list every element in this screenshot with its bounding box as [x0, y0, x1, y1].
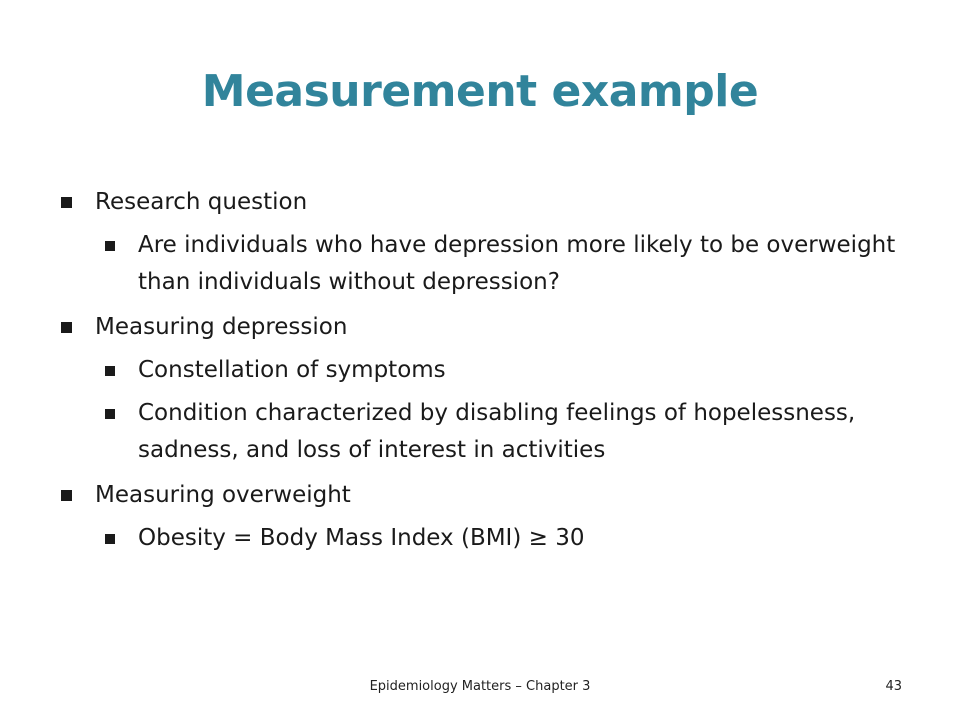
square-bullet-icon: [105, 409, 115, 419]
slide-footer: Epidemiology Matters – Chapter 3: [369, 679, 591, 694]
bullet-text: Are individuals who have depression more likely to be overweight than individuals without depression?: [138, 232, 896, 295]
page-number: 43: [885, 679, 902, 694]
bullet-item-research-question: [58, 184, 938, 221]
bullet-item-measuring-depression: [58, 309, 938, 346]
sub-bullet-item-obesity: [58, 520, 908, 557]
square-bullet-icon: [61, 197, 72, 208]
sub-bullet-item-symptoms: [58, 352, 908, 389]
square-bullet-icon: [61, 490, 72, 501]
sub-bullet-item-condition: [58, 395, 908, 469]
bullet-text: Constellation of symptoms: [138, 357, 446, 383]
bullet-text: Obesity = Body Mass Index (BMI) ≥ 30: [138, 525, 585, 551]
bullet-text: Research question: [95, 189, 308, 215]
square-bullet-icon: [105, 534, 115, 544]
bullet-text: Measuring depression: [95, 314, 348, 340]
bullet-text: Condition characterized by disabling feelings of hopelessness, sadness, and loss of interest in activities: [138, 400, 856, 463]
bullet-text: Measuring overweight: [95, 482, 351, 508]
slide-title: Measurement example: [201, 66, 759, 117]
bullet-list: [58, 176, 938, 557]
square-bullet-icon: [105, 241, 115, 251]
square-bullet-icon: [61, 322, 72, 333]
sub-bullet-item-question: [58, 227, 908, 301]
bullet-item-measuring-overweight: [58, 477, 938, 514]
square-bullet-icon: [105, 366, 115, 376]
